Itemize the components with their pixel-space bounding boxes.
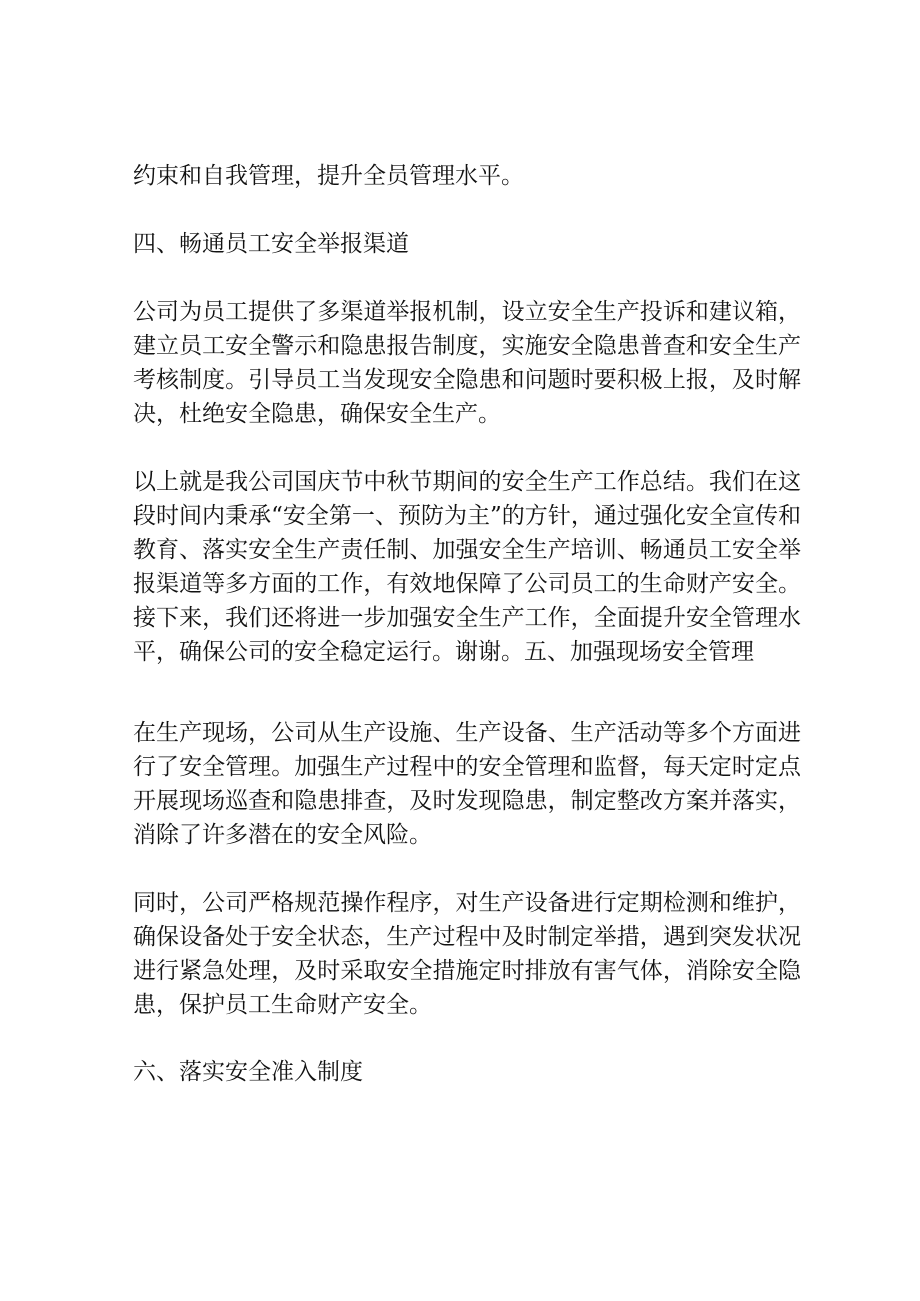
- paragraph-site-management: 在生产现场，公司从生产设施、生产设备、生产活动等多个方面进行了安全管理。加强生产过程中的安全管理和监督，每天定时定点开展现场巡查和隐患排查，及时发现隐患，制定整改方案并落实，消除了许多潜在的安全风险。: [133, 720, 801, 848]
- section-heading-4: 四、畅通员工安全举报渠道: [133, 231, 409, 257]
- paragraph-summary: 以上就是我公司国庆节中秋节期间的安全生产工作总结。我们在这段时间内秉承“安全第一、预防为主”的方针，通过强化安全宣传和教育、落实安全生产责任制、加强安全生产培训、畅通员工安全举报渠道等多方面的工作，有效地保障了公司员工的生命财产安全。接下来，我们还将进一步加强安全生产工作，全面提升安全管理水平，确保公司的安全稳定运行。谢谢。五、加强现场安全管理: [133, 469, 801, 665]
- section-heading-6: 六、落实安全准入制度: [133, 1059, 363, 1085]
- paragraph-operating-procedures: 同时，公司严格规范操作程序，对生产设备进行定期检测和维护，确保设备处于安全状态，生产过程中及时制定举措，遇到突发状况进行紧急处理，及时采取安全措施定时排放有害气体，消除安全隐患，保护员工生命财产安全。: [133, 890, 801, 1018]
- paragraph-continuation: 约束和自我管理，提升全员管理水平。: [133, 163, 524, 189]
- paragraph-reporting-channels: 公司为员工提供了多渠道举报机制，设立安全生产投诉和建议箱，建立员工安全警示和隐患报告制度，实施安全隐患普查和安全生产考核制度。引导员工当发现安全隐患和问题时要积极上报，及时解决，杜绝安全隐患，确保安全生产。: [133, 299, 801, 427]
